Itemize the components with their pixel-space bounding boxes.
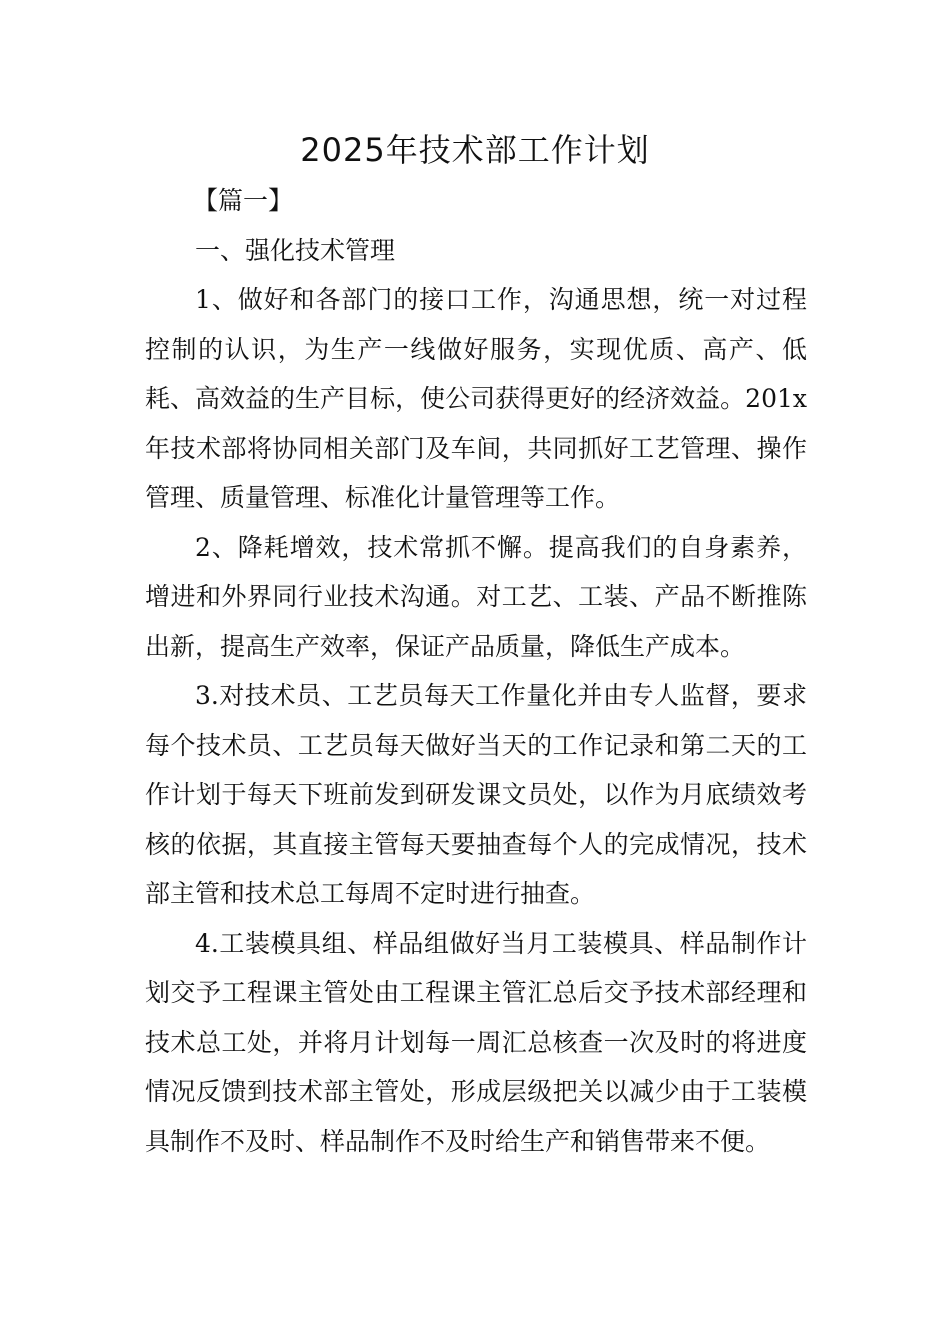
section-heading: 一、强化技术管理 bbox=[195, 235, 396, 265]
paragraph-1: 1、做好和各部门的接口工作，沟通思想，统一对过程控制的认识，为生产一线做好服务，实现优质、高产、低耗、高效益的生产目标，使公司获得更好的经济效益。201x年技术部将协同相关部门及车间，共同抓好工艺管理、操作管理、质量管理、标准化计量管理等工作。 bbox=[145, 285, 807, 512]
paragraph-4: 4.工装模具组、样品组做好当月工装模具、样品制作计划交予工程课主管处由工程课主管汇总后交予技术部经理和技术总工处，并将月计划每一周汇总核查一次及时的将进度情况反馈到技术部主管处，形成层级把关以减少由于工装模具制作不及时、样品制作不及时给生产和销售带来不便。 bbox=[145, 928, 807, 1156]
paragraph-3: 3.对技术员、工艺员每天工作量化并由专人监督，要求每个技术员、工艺员每天做好当天的工作记录和第二天的工作计划于每天下班前发到研发课文员处，以作为月底绩效考核的依据，其直接主管每天要抽查每个人的完成情况，技术部主管和技术总工每周不定时进行抽查。 bbox=[145, 681, 807, 908]
document-title: 2025年技术部工作计划 bbox=[300, 131, 650, 169]
paragraph-2: 2、降耗增效，技术常抓不懈。提高我们的自身素养，增进和外界同行业技术沟通。对工艺、工装、产品不断推陈出新，提高生产效率，保证产品质量，降低生产成本。 bbox=[145, 532, 807, 661]
document-body bbox=[145, 176, 807, 1166]
section-tag: 【篇一】 bbox=[193, 186, 294, 215]
